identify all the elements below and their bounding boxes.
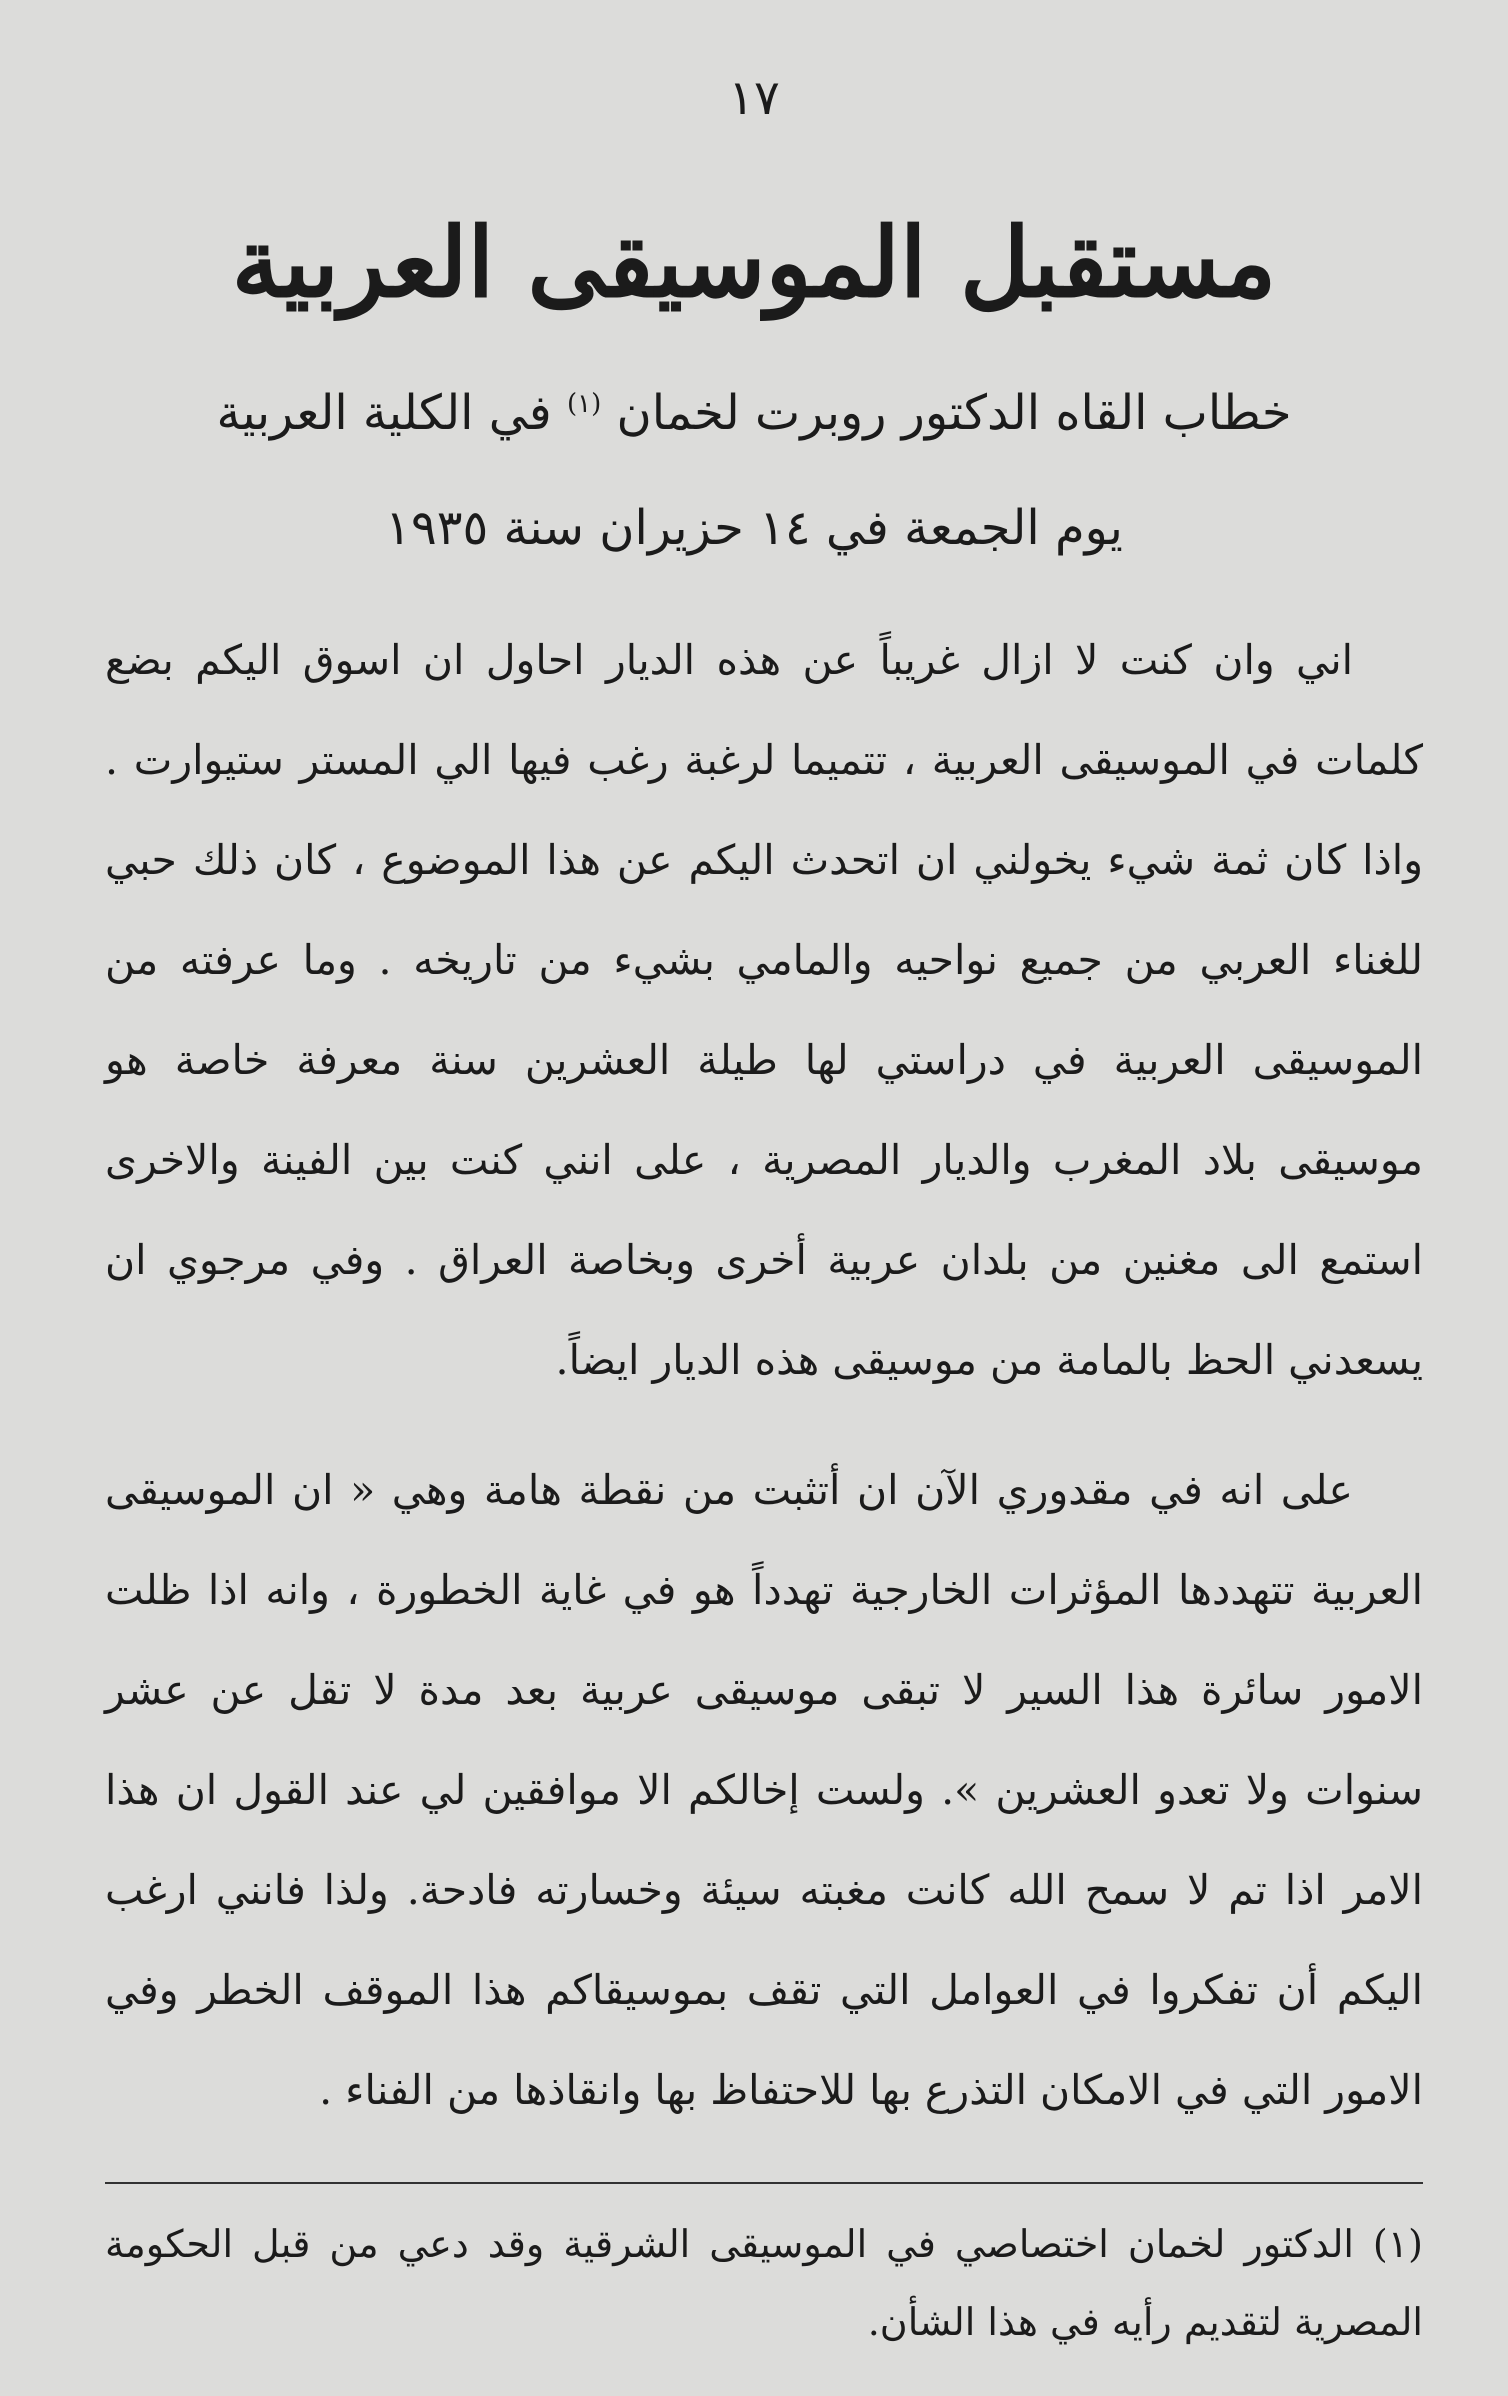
paragraph-1: اني وان كنت لا ازال غريباً عن هذه الديار احاول ان اسوق اليكم بضع كلمات في الموسيقى العربية ، تتميما لرغبة رغب فيها الي المستر ستيوارت . واذا كان ثمة شيء يخولني ان اتحدث اليكم عن هذا الموضوع ، كان ذلك حبي للغناء العربي من جميع نواحيه والمامي بشيء من تاريخه . وما عرفته من الموسيقى العربية في دراستي لها طيلة العشرين سنة معرفة خاصة هو موسيقى بلاد المغرب والديار المصرية ، على انني كنت بين الفينة والاخرى استمع الى مغنين من بلدان عربية أخرى وبخاصة العراق . وفي مرجوي ان يسعدني الحظ بالمامة من موسيقى هذه الديار ايضاً. <box>105 636 1423 1384</box>
paragraph-2-block <box>105 1440 1423 2140</box>
article-title: مستقبل الموسيقى العربية <box>231 206 1277 319</box>
paragraph-1-block <box>105 610 1423 1410</box>
footnote-marker: (١) <box>566 389 602 419</box>
subtitle-speaker: خطاب القاه الدكتور روبرت لخمان <box>616 385 1292 441</box>
subtitle-line-1 <box>140 385 1368 443</box>
subtitle-venue: في الكلية العربية <box>216 385 552 441</box>
page-number: ١٧ <box>728 70 780 126</box>
paragraph-2: على انه في مقدوري الآن ان أتثبت من نقطة هامة وهي « ان الموسيقى العربية تتهددها المؤثرات الخارجية تهدداً هو في غاية الخطورة ، وانه اذا ظلت الامور سائرة هذا السير لا تبقى موسيقى عربية بعد مدة لا تقل عن عشر سنوات ولا تعدو العشرين ». ولست إخالكم الا موافقين لي عند القول ان هذا الامر اذا تم لا سمح الله كانت مغبته سيئة وخسارته فادحة. ولذا فانني ارغب اليكم أن تفكروا في العوامل التي تقف بموسيقاكم هذا الموقف الخطر وفي الامور التي في الامكان التذرع بها للاحتفاظ بها وانقاذها من الفناء . <box>105 1466 1423 2114</box>
subtitle-date: يوم الجمعة في ١٤ حزيران سنة ١٩٣٥ <box>385 500 1123 556</box>
footnote-divider <box>105 2182 1423 2184</box>
footnote-text: (١) الدكتور لخمان اختصاصي في الموسيقى الشرقية وقد دعي من قبل الحكومة المصرية لتقديم رأيه في هذا الشأن. <box>105 2222 1423 2344</box>
footnote <box>105 2205 1423 2361</box>
